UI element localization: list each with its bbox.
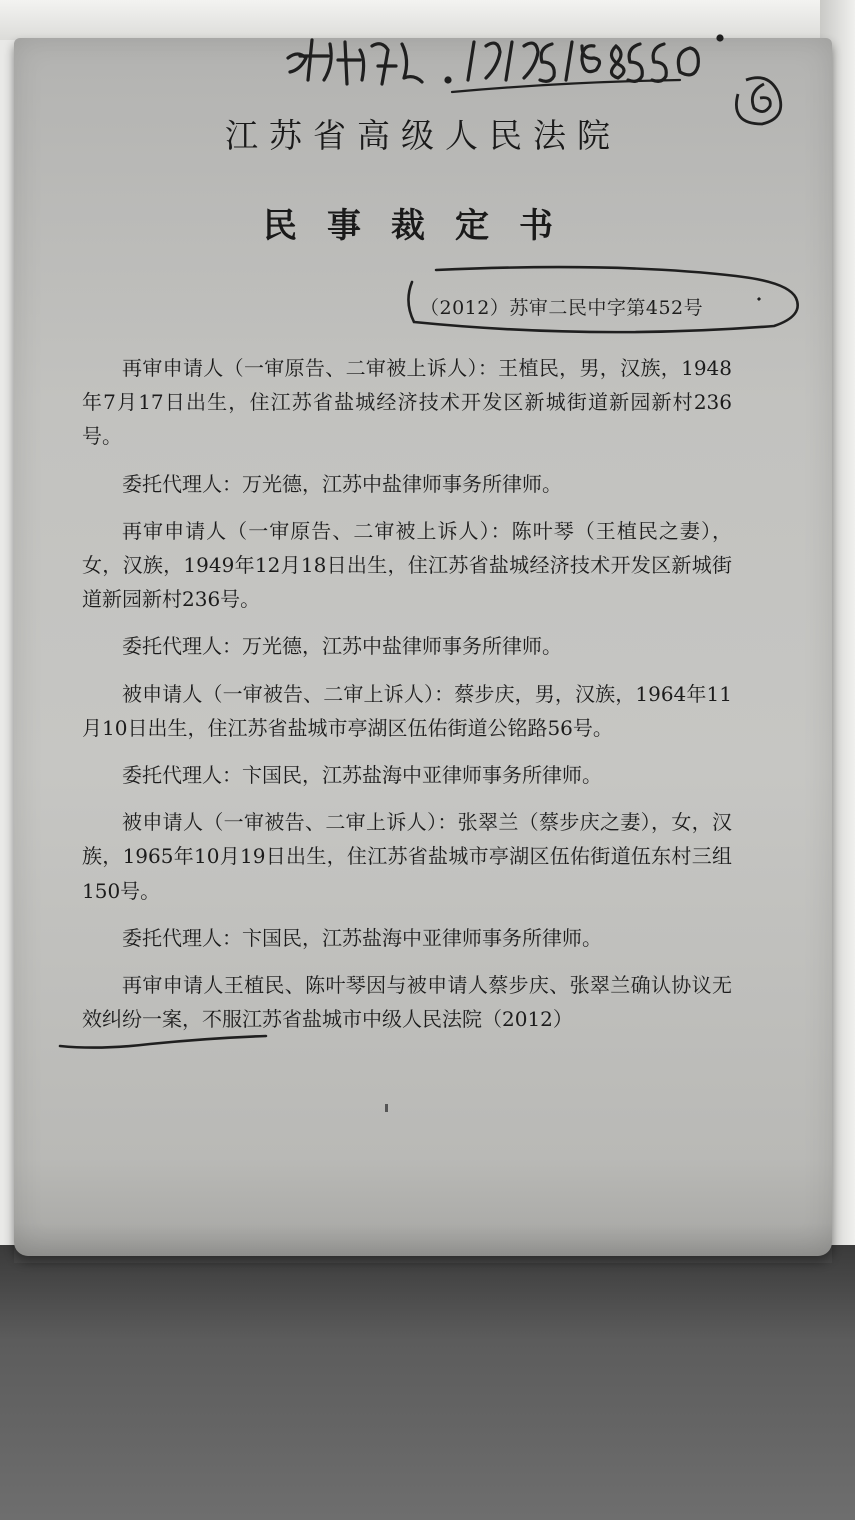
paragraph-agent-4: 委托代理人：卞国民，江苏盐海中亚律师事务所律师。 — [122, 925, 602, 950]
paragraph-applicant-1: 再审申请人（一审原告、二审被上诉人）：王植民，男，汉族，1948年7月17日出生，住江苏省盐城经济技术开发区新城街道新园新村236号。 — [82, 356, 732, 449]
document-type: 民事裁定书 — [263, 206, 583, 246]
paragraph-agent-2: 委托代理人：万光德，江苏中盐律师事务所律师。 — [122, 634, 562, 659]
paragraph-applicant-2: 再审申请人（一审原告、二审被上诉人）：陈叶琴（王植民之妻），女，汉族，1949年12月18日出生，住江苏省盐城经济技术开发区新城街道新园新村236号。 — [82, 518, 732, 612]
paper-speck — [385, 1104, 388, 1112]
paragraph-respondent-2: 被申请人（一审被告、二审上诉人）：张翠兰（蔡步庆之妻），女，汉族，1965年10月19日出生，住江苏省盐城市亭湖区伍佑街道伍东村三组150号。 — [82, 810, 732, 903]
paragraph-case-summary: 再审申请人王植民、陈叶琴因与被申请人蔡步庆、张翠兰确认协议无效纠纷一案，不服江苏省盐城市中级人民法院（2012） — [82, 973, 732, 1032]
document-body — [82, 351, 732, 1049]
table-surface — [0, 1245, 855, 1520]
case-number: （2012）苏审二民中字第452号 — [420, 297, 704, 319]
paragraph-agent-3: 委托代理人：卞国民，江苏盐海中亚律师事务所律师。 — [122, 763, 602, 788]
paper-fold-shadow — [14, 1223, 832, 1263]
court-name: 江苏省高级人民法院 — [225, 116, 621, 155]
paragraph-respondent-1: 被申请人（一审被告、二审上诉人）：蔡步庆，男，汉族，1964年11月10日出生，住江苏省盐城市亭湖区伍佑街道公铭路56号。 — [82, 681, 732, 740]
paragraph-agent-1: 委托代理人：万光德，江苏中盐律师事务所律师。 — [122, 471, 562, 496]
